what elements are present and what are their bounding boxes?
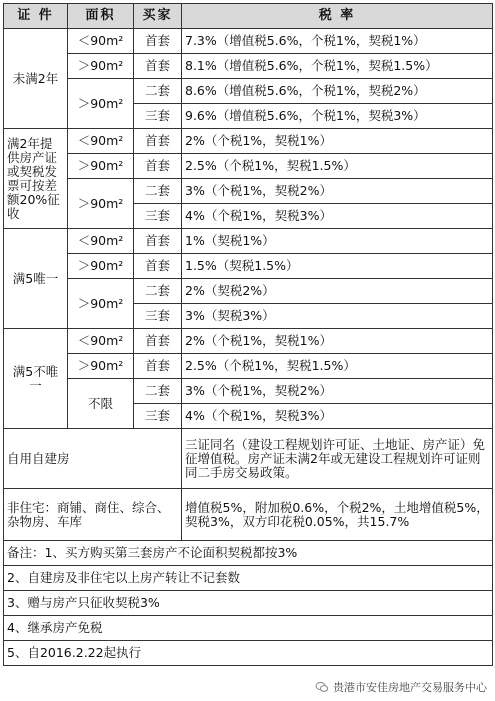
buyer-cell: 首套	[134, 254, 182, 279]
selfbuilt-label: 自用自建房	[4, 429, 182, 489]
wechat-icon	[315, 680, 329, 694]
buyer-cell: 首套	[134, 154, 182, 179]
watermark	[315, 679, 487, 695]
area-cell: ＜90m²	[68, 29, 134, 54]
rate-cell: 4%（个税1%，契税3%）	[182, 404, 493, 429]
group-label: 满2年提供房产证或契税发票可按差额20%征收	[4, 129, 68, 229]
group-label: 满5不唯一	[4, 329, 68, 429]
buyer-cell: 首套	[134, 229, 182, 254]
buyer-cell: 首套	[134, 54, 182, 79]
watermark-text: 贵港市安佳房地产交易服务中心	[333, 681, 487, 694]
area-cell: ＞90m²	[68, 79, 134, 129]
rate-cell: 2%（契税2%）	[182, 279, 493, 304]
area-cell: ＞90m²	[68, 154, 134, 179]
note-1: 备注：1、买方购买第三套房产不论面积契税都按3%	[4, 541, 493, 566]
buyer-cell: 二套	[134, 279, 182, 304]
rate-cell: 2.5%（个税1%，契税1.5%）	[182, 154, 493, 179]
rate-cell: 1%（契税1%）	[182, 229, 493, 254]
rate-cell: 3%（个税1%，契税2%）	[182, 179, 493, 204]
rate-cell: 2.5%（个税1%，契税1.5%）	[182, 354, 493, 379]
area-cell: ＞90m²	[68, 279, 134, 329]
rate-cell: 8.1%（增值税5.6%，个税1%，契税1.5%）	[182, 54, 493, 79]
note-3: 3、赠与房产只征收契税3%	[4, 591, 493, 616]
selfbuilt-rate: 三证同名（建设工程规划许可证、土地证、房产证）免征增值税。房产证未满2年或无建设工程规划许可证则同二手房交易政策。	[182, 429, 493, 489]
buyer-cell: 首套	[134, 129, 182, 154]
group-label: 未满2年	[4, 29, 68, 129]
buyer-cell: 二套	[134, 79, 182, 104]
rate-cell: 2%（个税1%，契税1%）	[182, 329, 493, 354]
area-cell: 不限	[68, 379, 134, 429]
rate-cell: 3%（契税3%）	[182, 304, 493, 329]
area-cell: ＞90m²	[68, 354, 134, 379]
buyer-cell: 三套	[134, 304, 182, 329]
note-2: 2、自建房及非住宅以上房产转让不记套数	[4, 566, 493, 591]
rate-cell: 2%（个税1%，契税1%）	[182, 129, 493, 154]
note-5: 5、自2016.2.22起执行	[4, 641, 493, 666]
buyer-cell: 二套	[134, 179, 182, 204]
buyer-cell: 三套	[134, 204, 182, 229]
area-cell: ＞90m²	[68, 179, 134, 229]
header-buyer: 买家	[134, 4, 182, 29]
rate-cell: 7.3%（增值税5.6%，个税1%，契税1%）	[182, 29, 493, 54]
rate-cell: 9.6%（增值税5.6%，个税1%，契税3%）	[182, 104, 493, 129]
buyer-cell: 首套	[134, 329, 182, 354]
buyer-cell: 首套	[134, 354, 182, 379]
rate-cell: 4%（个税1%，契税3%）	[182, 204, 493, 229]
group-label: 满5唯一	[4, 229, 68, 329]
tax-rate-table	[3, 3, 493, 666]
area-cell: ＜90m²	[68, 129, 134, 154]
rate-cell: 1.5%（契税1.5%）	[182, 254, 493, 279]
nonresidential-label: 非住宅：商铺、商住、综合、杂物房、车库	[4, 489, 182, 541]
buyer-cell: 三套	[134, 104, 182, 129]
nonresidential-rate: 增值税5%，附加税0.6%，个税2%，土地增值税5%，契税3%，双方印花税0.05%，共15.7%	[182, 489, 493, 541]
note-4: 4、继承房产免税	[4, 616, 493, 641]
header-rate: 税 率	[182, 4, 493, 29]
buyer-cell: 二套	[134, 379, 182, 404]
header-area: 面积	[68, 4, 134, 29]
rate-cell: 3%（个税1%，契税2%）	[182, 379, 493, 404]
area-cell: ＞90m²	[68, 254, 134, 279]
buyer-cell: 三套	[134, 404, 182, 429]
area-cell: ＜90m²	[68, 229, 134, 254]
area-cell: ＜90m²	[68, 329, 134, 354]
buyer-cell: 首套	[134, 29, 182, 54]
header-cert: 证 件	[4, 4, 68, 29]
rate-cell: 8.6%（增值税5.6%，个税1%，契税2%）	[182, 79, 493, 104]
area-cell: ＞90m²	[68, 54, 134, 79]
